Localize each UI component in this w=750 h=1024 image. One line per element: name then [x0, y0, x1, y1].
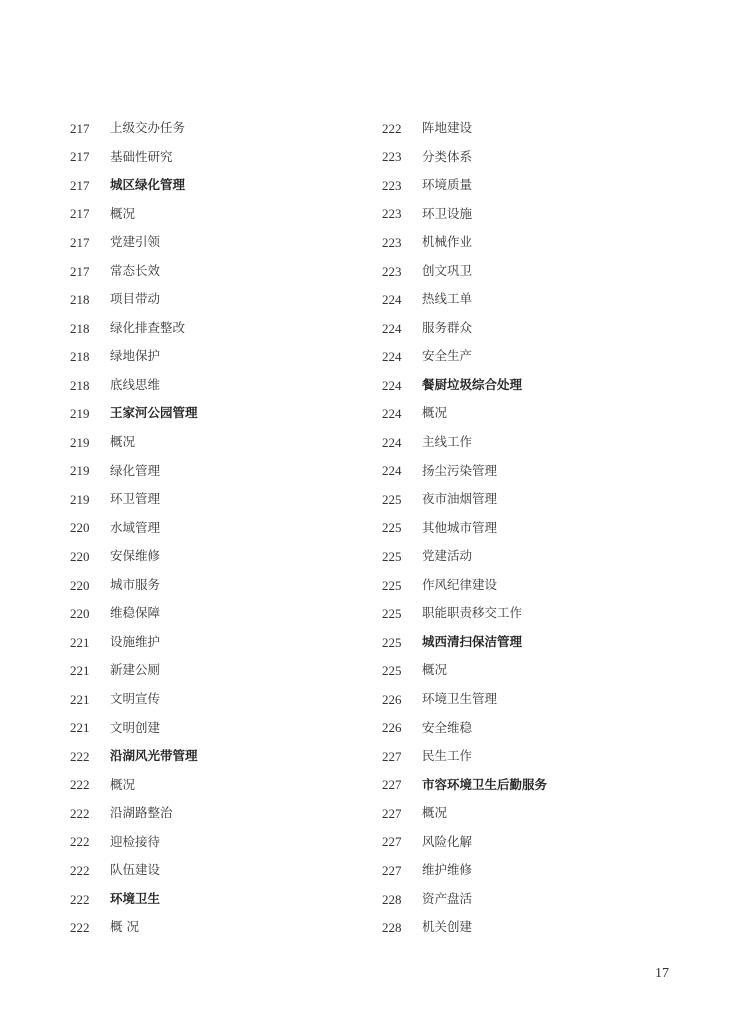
toc-entry — [70, 828, 370, 857]
toc-entry — [70, 228, 370, 257]
toc-entry — [70, 856, 370, 885]
toc-page-number: 225 — [382, 520, 402, 536]
toc-page-number: 225 — [382, 663, 402, 679]
toc-page-number: 218 — [70, 349, 90, 365]
toc-entry-title: 机关创建 — [422, 919, 473, 935]
toc-page-number: 223 — [382, 234, 402, 250]
toc-entry — [70, 628, 370, 657]
toc-entry — [382, 171, 682, 200]
toc-entry-title: 新建公厕 — [110, 662, 161, 678]
toc-page-number: 225 — [382, 548, 402, 564]
toc-entry-title: 概况 — [422, 662, 448, 678]
toc-entry-title: 其他城市管理 — [422, 519, 498, 535]
toc-entry-title: 扬尘污染管理 — [422, 462, 498, 478]
toc-page-number: 223 — [382, 263, 402, 279]
toc-entry — [382, 143, 682, 172]
toc-page-number: 223 — [382, 177, 402, 193]
toc-entry-title: 概况 — [110, 776, 136, 792]
toc-entry-title: 维护维修 — [422, 862, 473, 878]
toc-page-number: 218 — [70, 377, 90, 393]
toc-page-number: 227 — [382, 777, 402, 793]
toc-entry-title: 安全生产 — [422, 348, 473, 364]
toc-page-number: 225 — [382, 606, 402, 622]
toc-page-number: 219 — [70, 434, 90, 450]
toc-entry — [70, 713, 370, 742]
toc-entry-title: 机械作业 — [422, 234, 473, 250]
toc-entry — [382, 713, 682, 742]
toc-entry-title: 队伍建设 — [110, 862, 161, 878]
toc-entry-title: 环境卫生管理 — [422, 690, 498, 706]
toc-section-heading — [70, 885, 370, 914]
toc-page-number: 217 — [70, 149, 90, 165]
toc-page-number: 227 — [382, 834, 402, 850]
toc-entry — [70, 143, 370, 172]
toc-entry — [382, 542, 682, 571]
toc-entry-title: 上级交办任务 — [110, 120, 186, 136]
toc-entry — [382, 428, 682, 457]
toc-entry-title: 王家河公园管理 — [110, 405, 198, 421]
toc-entry-title: 餐厨垃圾综合处理 — [422, 376, 523, 392]
toc-entry-title: 迎检接待 — [110, 833, 161, 849]
toc-page-number: 224 — [382, 349, 402, 365]
toc-page-number: 221 — [70, 663, 90, 679]
toc-page-number: 221 — [70, 720, 90, 736]
toc-entry-title: 环境卫生 — [110, 890, 161, 906]
toc-entry-title: 常态长效 — [110, 262, 161, 278]
toc-entry — [70, 514, 370, 543]
toc-page-number: 222 — [70, 748, 90, 764]
toc-entry — [382, 885, 682, 914]
toc-entry — [382, 228, 682, 257]
toc-entry-title: 职能职责移交工作 — [422, 605, 523, 621]
toc-entry-title: 夜市油烟管理 — [422, 491, 498, 507]
toc-page-number: 222 — [70, 862, 90, 878]
toc-entry — [382, 399, 682, 428]
toc-page-number: 219 — [70, 463, 90, 479]
toc-entry-title: 安保维修 — [110, 548, 161, 564]
toc-page-number: 222 — [70, 834, 90, 850]
toc-page-number: 223 — [382, 149, 402, 165]
toc-entry — [70, 457, 370, 486]
toc-page-number: 224 — [382, 320, 402, 336]
toc-page-number: 222 — [70, 805, 90, 821]
toc-entry — [382, 114, 682, 143]
toc-entry — [70, 542, 370, 571]
toc-entry — [70, 913, 370, 942]
toc-entry — [382, 257, 682, 286]
toc-entry — [382, 285, 682, 314]
toc-entry-title: 城区绿化管理 — [110, 177, 186, 193]
toc-page-number: 217 — [70, 206, 90, 222]
toc-entry-title: 沿湖风光带管理 — [110, 748, 198, 764]
toc-page-number: 220 — [70, 548, 90, 564]
toc-page-number: 217 — [70, 177, 90, 193]
toc-page-number: 222 — [70, 891, 90, 907]
toc-entry-title: 概况 — [110, 205, 136, 221]
toc-page-number: 217 — [70, 120, 90, 136]
toc-entry — [70, 342, 370, 371]
toc-entry-title: 服务群众 — [422, 319, 473, 335]
toc-page-number: 222 — [70, 920, 90, 936]
toc-entry-title: 概况 — [422, 405, 448, 421]
toc-page-number: 224 — [382, 463, 402, 479]
toc-entry-title: 文明创建 — [110, 719, 161, 735]
toc-entry — [382, 514, 682, 543]
toc-page-number: 226 — [382, 720, 402, 736]
toc-entry-title: 风险化解 — [422, 833, 473, 849]
toc-section-heading — [382, 771, 682, 800]
toc-page-number: 224 — [382, 406, 402, 422]
toc-entry-title: 城西清扫保洁管理 — [422, 633, 523, 649]
toc-entry — [70, 485, 370, 514]
toc-entry-title: 文明宣传 — [110, 690, 161, 706]
toc-entry — [70, 257, 370, 286]
toc-section-heading — [382, 628, 682, 657]
toc-entry — [382, 342, 682, 371]
toc-entry — [70, 428, 370, 457]
toc-page-number: 220 — [70, 606, 90, 622]
page-number: 17 — [655, 966, 669, 981]
toc-entry — [70, 371, 370, 400]
toc-entry-title: 绿地保护 — [110, 348, 161, 364]
toc-page-number: 217 — [70, 234, 90, 250]
toc-entry — [70, 771, 370, 800]
toc-page-number: 221 — [70, 634, 90, 650]
toc-entry — [382, 656, 682, 685]
toc-entry-title: 水域管理 — [110, 519, 161, 535]
toc-page-number: 221 — [70, 691, 90, 707]
toc-entry-title: 资产盘活 — [422, 890, 473, 906]
toc-entry — [382, 685, 682, 714]
toc-entry — [382, 856, 682, 885]
toc-entry-title: 环卫管理 — [110, 491, 161, 507]
toc-entry — [382, 485, 682, 514]
toc-entry-title: 绿化管理 — [110, 462, 161, 478]
toc-entry — [70, 571, 370, 600]
toc-page-number: 227 — [382, 748, 402, 764]
toc-entry-title: 环境质量 — [422, 177, 473, 193]
toc-entry — [70, 685, 370, 714]
toc-entry-title: 分类体系 — [422, 148, 473, 164]
toc-page-number: 224 — [382, 377, 402, 393]
toc-entry-title: 项目带动 — [110, 291, 161, 307]
toc-entry — [382, 742, 682, 771]
toc-entry-title: 市容环境卫生后勤服务 — [422, 776, 548, 792]
toc-page-number: 224 — [382, 292, 402, 308]
toc-page-number: 218 — [70, 292, 90, 308]
toc-entry-title: 概况 — [422, 805, 448, 821]
toc-entry — [382, 571, 682, 600]
toc-page-number: 222 — [70, 777, 90, 793]
toc-entry-title: 维稳保障 — [110, 605, 161, 621]
toc-entry-title: 党建引领 — [110, 234, 161, 250]
toc-entry — [382, 913, 682, 942]
toc-entry — [70, 114, 370, 143]
toc-page-number: 224 — [382, 434, 402, 450]
toc-entry-title: 环卫设施 — [422, 205, 473, 221]
toc-section-heading — [70, 171, 370, 200]
toc-entry — [70, 285, 370, 314]
toc-page-number: 220 — [70, 577, 90, 593]
toc-entry-title: 城市服务 — [110, 576, 161, 592]
toc-entry-title: 基础性研究 — [110, 148, 173, 164]
toc-page-number: 217 — [70, 263, 90, 279]
toc-page-number: 218 — [70, 320, 90, 336]
toc-entry-title: 创文巩卫 — [422, 262, 473, 278]
toc-section-heading — [382, 371, 682, 400]
toc-page-number: 225 — [382, 634, 402, 650]
toc-page-number: 227 — [382, 805, 402, 821]
toc-page-number: 225 — [382, 577, 402, 593]
toc-entry — [70, 314, 370, 343]
toc-entry-title: 绿化排查整改 — [110, 319, 186, 335]
toc-entry — [70, 799, 370, 828]
toc-entry — [382, 200, 682, 229]
toc-entry-title: 作风纪律建设 — [422, 576, 498, 592]
toc-entry-title: 概 况 — [110, 919, 139, 935]
toc-page-number: 219 — [70, 491, 90, 507]
toc-entry-title: 民生工作 — [422, 748, 473, 764]
toc-page-number: 222 — [382, 120, 402, 136]
toc-page-number: 225 — [382, 491, 402, 507]
toc-entry-title: 热线工单 — [422, 291, 473, 307]
toc-entry — [382, 457, 682, 486]
toc-entry-title: 阵地建设 — [422, 120, 473, 136]
toc-entry — [70, 200, 370, 229]
toc-entry-title: 概况 — [110, 434, 136, 450]
toc-section-heading — [70, 742, 370, 771]
toc-page-number: 228 — [382, 891, 402, 907]
toc-entry-title: 设施维护 — [110, 633, 161, 649]
toc-page-number: 227 — [382, 862, 402, 878]
toc-entry-title: 底线思维 — [110, 376, 161, 392]
toc-entry — [382, 599, 682, 628]
toc-entry-title: 主线工作 — [422, 434, 473, 450]
toc-page-number: 223 — [382, 206, 402, 222]
toc-left-column — [70, 114, 370, 942]
toc-entry — [70, 656, 370, 685]
toc-entry — [70, 599, 370, 628]
toc-page-number: 220 — [70, 520, 90, 536]
toc-section-heading — [70, 399, 370, 428]
toc-entry — [382, 828, 682, 857]
toc-entry — [382, 799, 682, 828]
toc-entry-title: 党建活动 — [422, 548, 473, 564]
toc-entry-title: 安全维稳 — [422, 719, 473, 735]
toc-right-column — [382, 114, 682, 942]
toc-page-number: 226 — [382, 691, 402, 707]
toc-page-number: 219 — [70, 406, 90, 422]
toc-entry — [382, 314, 682, 343]
toc-entry-title: 沿湖路整治 — [110, 805, 173, 821]
toc-page-number: 228 — [382, 920, 402, 936]
